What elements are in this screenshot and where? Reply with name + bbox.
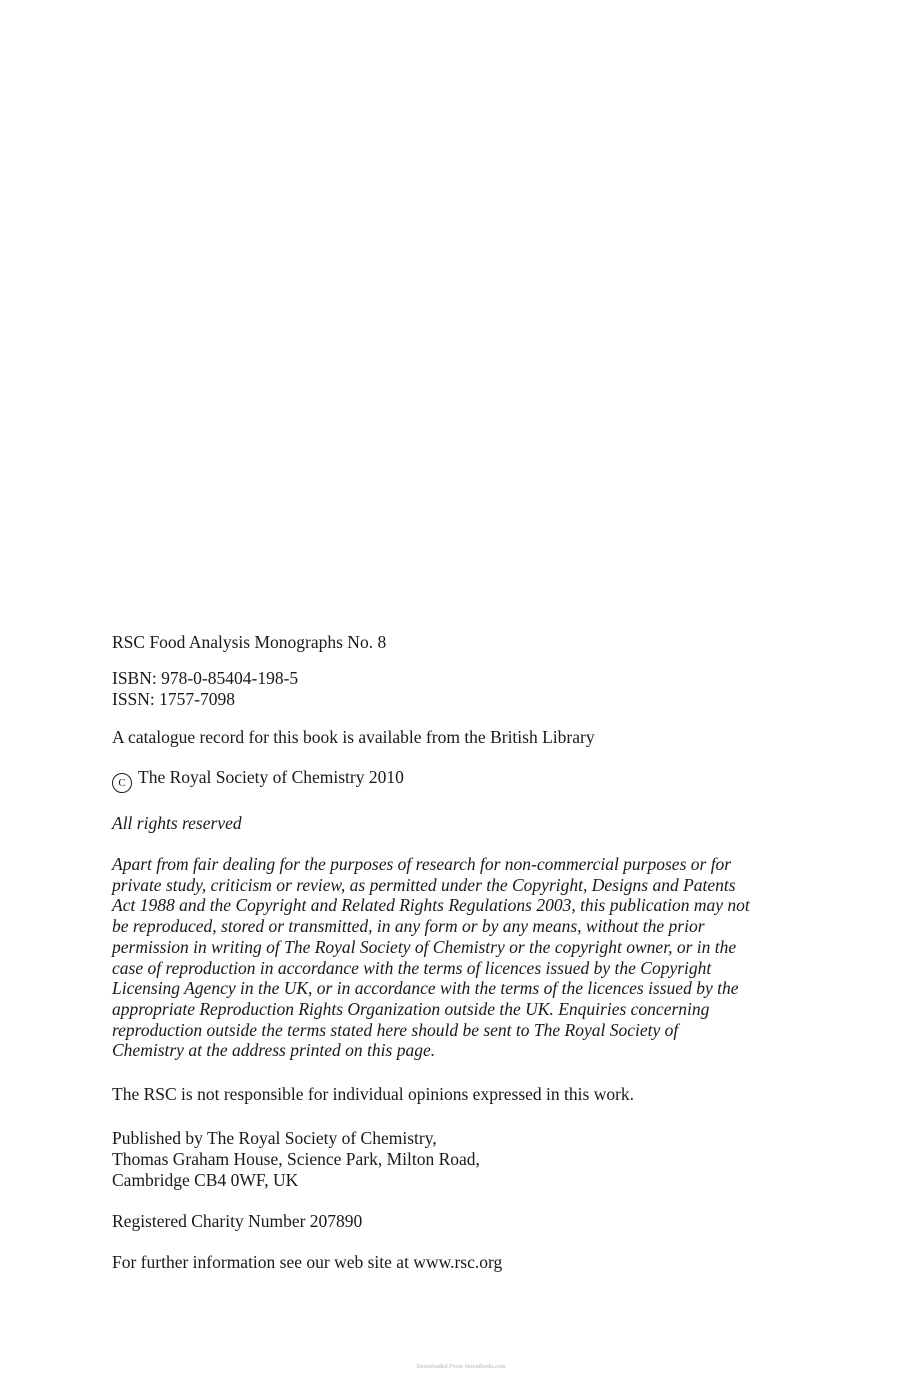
rights-reserved: All rights reserved (112, 813, 242, 833)
permission-line: appropriate Reproduction Rights Organization outside the UK. Enquiries concerning (112, 998, 710, 1019)
permission-line: Apart from fair dealing for the purposes of research for non-commercial purposes or for (112, 854, 732, 874)
charity-number: Registered Charity Number 207890 (112, 1211, 363, 1232)
responsibility-disclaimer: The RSC is not responsible for individual opinions expressed in this work. (112, 1084, 635, 1105)
permission-line: reproduction outside the terms stated here should be sent to The Royal Society of (112, 1019, 679, 1040)
permission-line: Act 1988 and the Copyright and Related Rights Regulations 2003, this publication may not (112, 895, 750, 916)
permission-line: be reproduced, stored or transmitted, in any form or by any means, without the prior (112, 916, 705, 937)
catalogue-record: A catalogue record for this book is available from the British Library (112, 727, 595, 747)
publisher-line: Published by The Royal Society of Chemistry, (112, 1128, 437, 1149)
permission-line: private study, criticism or review, as permitted under the Copyright, Designs and Patents (112, 874, 736, 895)
copyright-page-content (112, 632, 812, 1273)
permission-line: Chemistry at the address printed on this page. (112, 1040, 436, 1061)
permission-paragraph (112, 854, 812, 1061)
copyright-holder: The Royal Society of Chemistry 2010 (138, 767, 404, 787)
permission-line: permission in writing of The Royal Society of Chemistry or the copyright owner, or in the (112, 936, 737, 957)
permission-line: case of reproduction in accordance with the terms of licences issued by the Copyright (112, 957, 712, 978)
isbn: ISBN: 978-0-85404-198-5 (112, 668, 299, 688)
publisher-line: Thomas Graham House, Science Park, Milton Road, (112, 1149, 480, 1170)
permission-line: Licensing Agency in the UK, or in accordance with the terms of the licences issued by the (112, 978, 739, 999)
download-watermark: Downloaded From VeeraBooks.com (416, 1364, 506, 1370)
series-title: RSC Food Analysis Monographs No. 8 (112, 632, 387, 652)
website-info: For further information see our web site at www.rsc.org (112, 1252, 503, 1273)
publisher-address (112, 1128, 812, 1191)
publisher-line: Cambridge CB4 0WF, UK (112, 1170, 299, 1191)
copyright-icon: C (112, 773, 132, 793)
identifiers (112, 668, 812, 710)
copyright-notice (112, 767, 812, 793)
issn: ISSN: 1757-7098 (112, 689, 235, 709)
